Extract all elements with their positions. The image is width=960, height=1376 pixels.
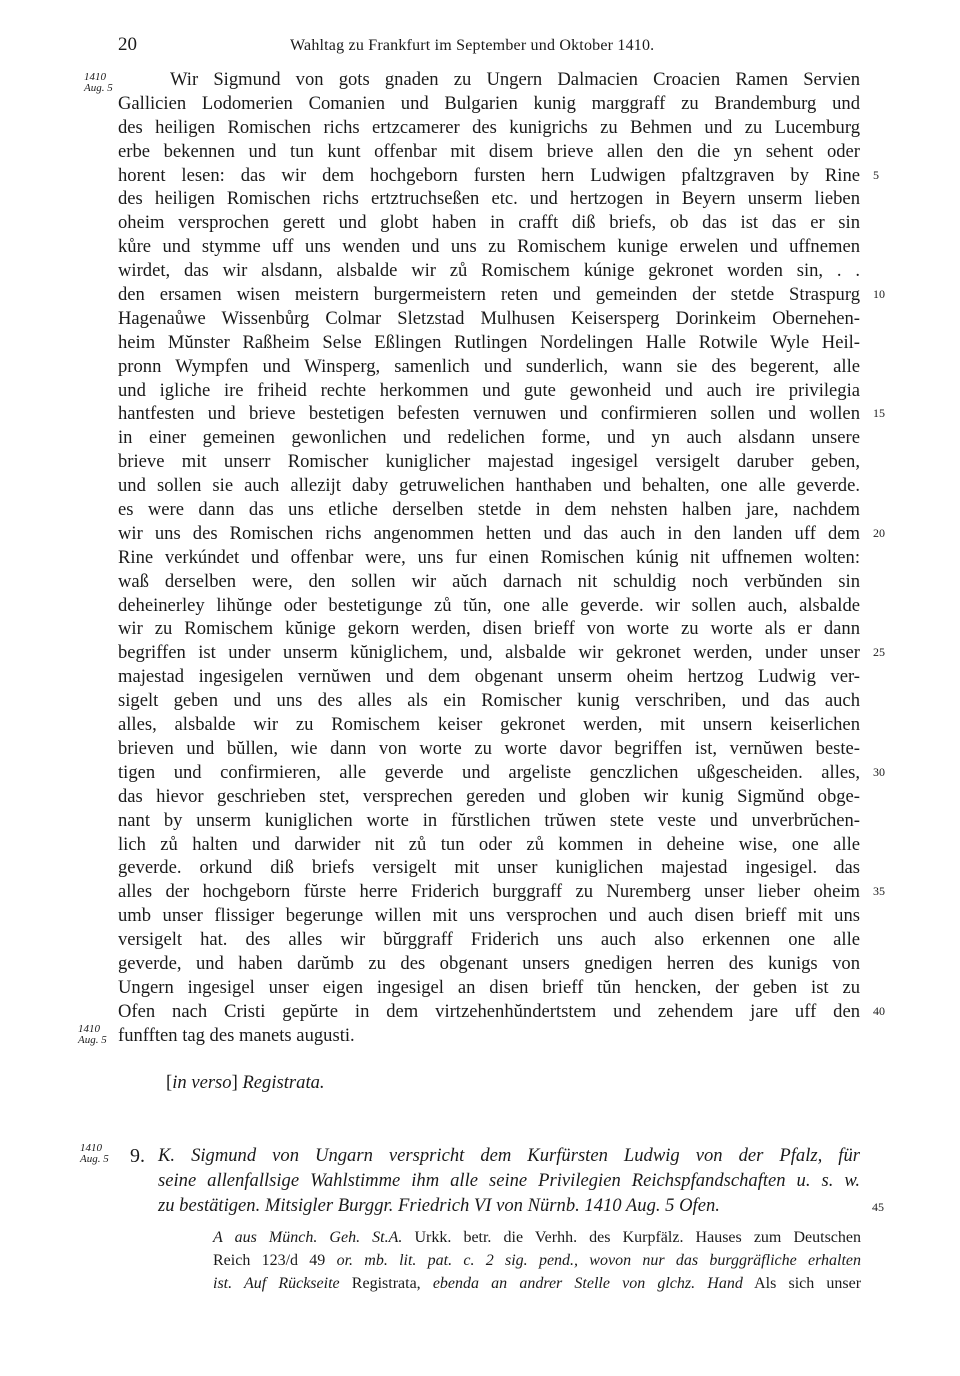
text-line: wir zu Romischem kŭnige gekorn werden, disen brieff von worte zu worte als er dann <box>118 618 860 640</box>
text-line: majestad ingesigelen vernŭwen und dem obgenant unserm oheim hertzog Ludwig ver- <box>118 666 860 688</box>
text-line: erbe bekennen und tun kunt offenbar mit disem brieve allen den die yn sehent oder <box>118 140 860 162</box>
text-line: brieve mit unserr Romischer kuniglicher majestad ingesigel versigelt daruber geben, <box>118 451 860 473</box>
text-line: horent lesen: das wir dem hochgeborn fursten hern Ludwigen pfaltzgraven by Rine 5 <box>118 164 879 186</box>
page-number: 20 <box>118 34 137 55</box>
line-number: 35 <box>873 884 885 899</box>
source-line-3: ist. Auf Rückseite Registrata, ebenda an andrer Stelle von glchz. Hand Als sich unser <box>213 1275 862 1292</box>
text-line: alles der hochgeborn fŭrste herre Friderich burggraff zu Nuremberg unser lieber oheim 35 <box>118 881 885 903</box>
regest-line: K. Sigmund von Ungarn verspricht dem Kurfürsten Ludwig von der Pfalz, für <box>158 1145 860 1166</box>
text-line: deheinerley lihŭnge oder bestetigunge zů tŭn, one alle geverde. wir sollen auch, alsbalde <box>118 594 860 616</box>
document-number: 9. <box>130 1145 145 1167</box>
text-line: Rine verkúndet und offenbar were, uns fur einen Romischen kúnig nit uffnemen wolten: <box>118 546 860 568</box>
text-line: und igliche ire friheid rechte herkommen und gute gewonheid und auch ire privilegia <box>118 379 860 401</box>
document-9 <box>118 1143 860 1218</box>
text-line: waß derselben were, den sollen wir aŭch darnach nit schuldig noch verbŭnden sin <box>118 570 860 592</box>
text-line: Hagenaůwe Wissenbůrg Colmar Sletzstad Mulhusen Keisersperg Dorinkeim Obernehen- <box>118 307 860 329</box>
source-note <box>213 1226 861 1295</box>
text-line: wirdet, das wir alsdann, alsbalde wir zů Romischem kúnige gekronet worden sin, . . <box>118 260 860 282</box>
regest-line: seine allenfallsige Wahlstimme ihm alle seine Privilegien Reichspfandschaften u. s. w. <box>158 1170 860 1191</box>
line-number: 25 <box>873 645 885 660</box>
text-line: sigelt geben und uns des alles als ein Romischer kunig verschriben, und das auch <box>118 690 860 712</box>
text-line: heim Mŭnster Raßheim Selse Eßlingen Rutlingen Nordelingen Halle Rotwile Wyle Heil- <box>118 331 860 353</box>
source-line-2: Reich 123/d 49 or. mb. lit. pat. c. 2 sig. pend., wovon nur das burggräfliche erhalten <box>213 1252 862 1269</box>
text-line: tigen und confirmieren, alle geverde und argeliste genczlichen ußgescheiden. alles, 30 <box>118 761 885 783</box>
text-line: Ungern ingesigel unser eigen ingesigel an disen brieff tŭn hencken, der geben ist zu <box>118 976 860 998</box>
text-line: oheim versprochen gerett und globt haben in crafft diß briefs, ob das ist das er sin <box>118 212 860 234</box>
in-verso-bracket: in verso <box>172 1072 232 1093</box>
text-line: kůre und stymme uff uns wenden und uns zu Romischem kunige erwelen und uffnemen <box>118 236 860 258</box>
text-line: des heiligen Romischen richs ertztruchseßen etc. und hertzogen in Beyern unserm lieben <box>118 188 860 210</box>
text-line: das hievor geschrieben stet, versprechen gereden und globen wir kunig Sigmŭnd obge- <box>118 785 860 807</box>
main-text <box>118 68 885 1048</box>
text-line: versigelt hat. des alles wir bŭrggraff Friderich uns auch also erkennen one alle <box>118 929 860 951</box>
text-line: funfften tag des manets augusti. <box>118 1024 355 1046</box>
line-number: 40 <box>873 1003 885 1018</box>
text-line: in einer gemeinen gewonlichen und redelichen forme, und yn auch alsdann unsere <box>118 427 860 449</box>
text-line: geverde. orkund diß briefs versigelt mit unser kuniglichen majestad ingesigel. das <box>118 857 860 879</box>
line-number: 15 <box>873 406 885 421</box>
text-line: Ofen nach Cristi gepŭrte in dem virtzehenhŭndertstem und zehendem jare uff den 40 <box>118 1000 885 1022</box>
text-line: alles, alsbalde wir zu Romischem keiser gekronet werden, mit unsern keiserlichen <box>118 714 860 736</box>
text-line: geverde, und haben darŭmb zu des obgenant unsers gnedigen herren des kunigs von <box>118 952 860 974</box>
line-number: 10 <box>873 287 885 302</box>
text-line: brieven und bŭllen, wie dann von worte zu worte davor begriffen ist, vernŭwen beste- <box>118 737 860 759</box>
text-line: begriffen ist under unserm kŭniglichem, und, alsbalde wir gekronet werden, under unser 25 <box>118 642 885 664</box>
margin-date-bottom: 1410 Aug. 5 <box>78 1023 107 1046</box>
text-line: es were dann das uns etliche derselben stetde in dem nehsten halben jare, nachdem <box>118 499 860 521</box>
line-number: 20 <box>873 525 885 540</box>
text-line: nant by unserm kuniglichen worte in fŭrstlichen trŭwen stete veste und unverbrŭchen- <box>118 809 860 831</box>
line-number: 5 <box>873 167 879 182</box>
source-line-1: A aus Münch. Geh. St.A. Urkk. betr. die Verhh. des Kurpfälz. Hauses zum Deutschen <box>213 1229 862 1246</box>
text-line: Gallicien Lodomerien Comanien und Bulgarien kunig marggraff zu Brandemburg und <box>118 92 860 114</box>
text-line: hantfesten und brieve bestetigen befesten vernuwen und confirmieren sollen und wollen 15 <box>118 403 885 425</box>
line-number: 45 <box>872 1200 884 1214</box>
text-line: den ersamen wisen meistern burgermeistern reten und gemeinden der stetde Straspurg 10 <box>118 284 885 306</box>
running-title: Wahltag zu Frankfurt im September und Oktober 1410. <box>290 37 655 54</box>
line-number: 30 <box>873 764 885 779</box>
registrata-label: Registrata. <box>242 1072 325 1093</box>
text-line: lich zů halten und darwider nit zů tun oder zů kommen in deheine wise, one alle <box>118 833 860 855</box>
text-line: Wir Sigmund von gots gnaden zu Ungern Dalmacien Croacien Ramen Servien <box>170 69 860 90</box>
margin-date-doc9: 1410 Aug. 5 <box>80 1142 109 1165</box>
text-line: umb unser flissiger begerunge willen mit uns versprochen und auch disen brieff mit uns <box>118 905 860 927</box>
text-line: des heiligen Romischen richs ertzcamerer des kunigrichs zu Behmen und zu Lucemburg <box>118 116 860 138</box>
regest-line: zu bestätigen. Mitsigler Burggr. Friedrich VI von Nürnb. 1410 Aug. 5 Ofen. <box>158 1195 720 1216</box>
text-line: und sollen sie auch allezijt daby getruwelichen hanthaben und behalten, one alle geverde. <box>118 475 860 497</box>
in-verso-note: [in verso] Registrata. <box>166 1072 325 1093</box>
text-line: wir uns des Romischen richs angenommen hetten und das auch in den landen uff dem 20 <box>118 522 885 544</box>
page-header <box>0 34 960 60</box>
text-line: pronn Wympfen und Winsperg, samenlich und sunderlich, wann sie des begerent, alle <box>118 355 860 377</box>
margin-date-top: 1410 Aug. 5 <box>84 71 113 94</box>
